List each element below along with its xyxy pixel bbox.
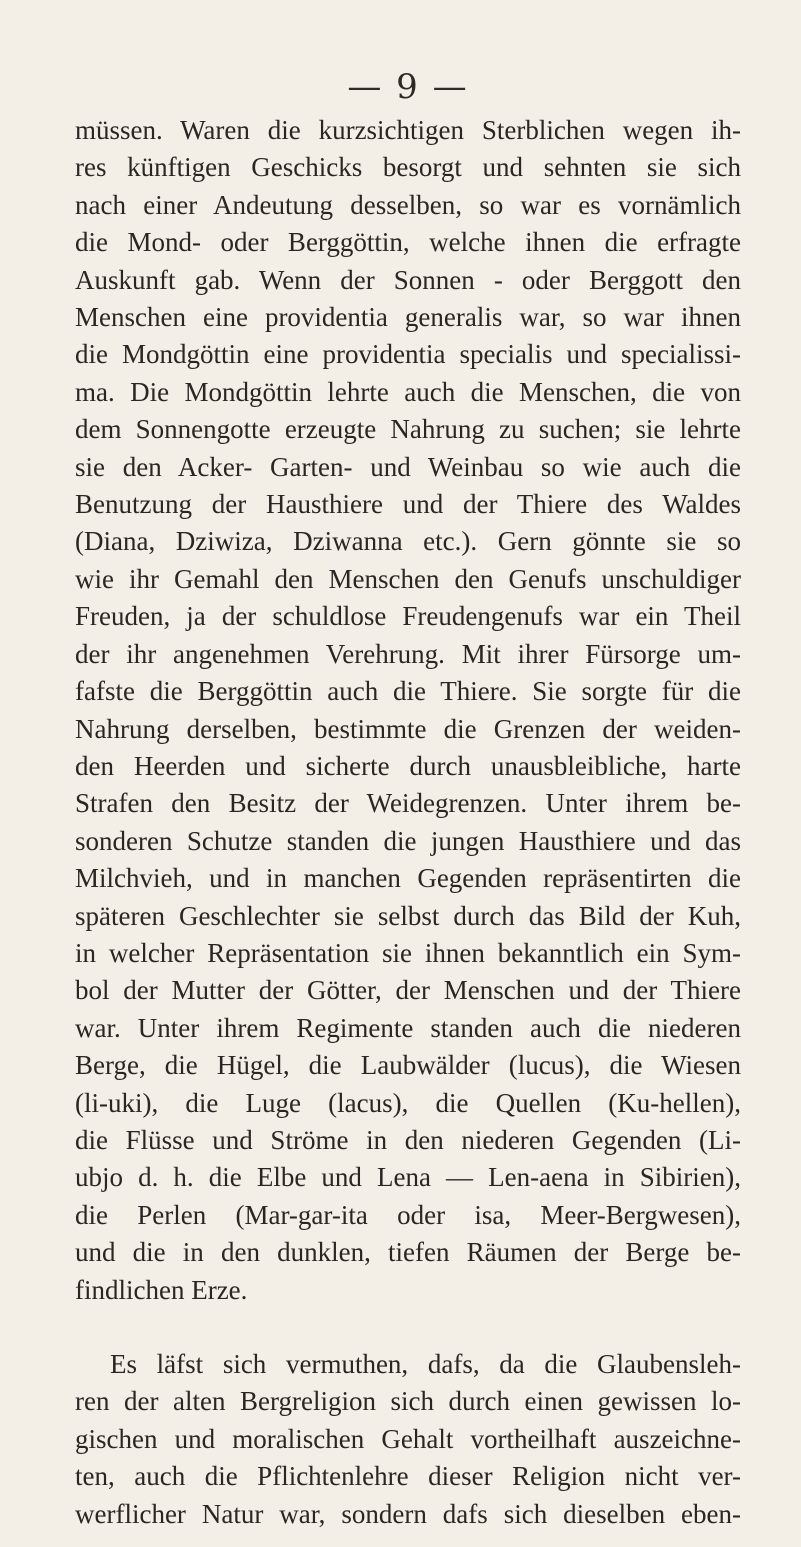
paragraph-1 <box>75 112 741 1309</box>
text-line: fafste die Berggöttin auch die Thiere. Sie sorgte für die <box>75 676 741 707</box>
text-line: späteren Geschlechter sie selbst durch das Bild der Kuh, <box>75 900 741 931</box>
text-line: dem Sonnengotte erzeugte Nahrung zu suchen; sie lehrte <box>75 414 741 445</box>
text-line: (Diana, Dziwiza, Dziwanna etc.). Gern gönnte sie so <box>75 526 741 557</box>
page-number-header: — 9 — <box>347 67 469 107</box>
text-line: der ihr angenehmen Verehrung. Mit ihrer Fürsorge um- <box>75 638 741 669</box>
text-line: bol der Mutter der Götter, der Menschen und der Thiere <box>75 975 741 1006</box>
text-line: Nahrung derselben, bestimmte die Grenzen der weiden- <box>75 713 741 744</box>
text-line: war. Unter ihrem Regimente standen auch die niederen <box>75 1012 741 1043</box>
text-line: werflicher Natur war, sondern dafs sich dieselben eben- <box>75 1498 741 1529</box>
text-line: ma. Die Mondgöttin lehrte auch die Menschen, die von <box>75 376 741 407</box>
paragraph-2 <box>75 1346 741 1533</box>
text-line: Freuden, ja der schuldlose Freudengenufs war ein Theil <box>75 601 741 632</box>
text-line: Strafen den Besitz der Weidegrenzen. Unter ihrem be- <box>75 788 741 819</box>
text-line: die Mond- oder Berggöttin, welche ihnen die erfragte <box>75 227 741 258</box>
text-line: Benutzung der Hausthiere und der Thiere des Waldes <box>75 489 741 520</box>
text-line: die Perlen (Mar-gar-ita oder isa, Meer-Bergwesen), <box>75 1199 741 1230</box>
text-line: Auskunft gab. Wenn der Sonnen - oder Berggott den <box>75 264 741 295</box>
text-line: res künftigen Geschicks besorgt und sehnten sie sich <box>75 152 741 183</box>
text-line: findlichen Erze. <box>75 1274 248 1305</box>
text-line: in welcher Repräsentation sie ihnen bekanntlich ein Sym- <box>75 937 741 968</box>
text-line: und die in den dunklen, tiefen Räumen der Berge be- <box>75 1237 741 1268</box>
text-line: (li-uki), die Luge (lacus), die Quellen (Ku-hellen), <box>75 1087 741 1118</box>
text-line: müssen. Waren die kurzsichtigen Sterblichen wegen ih- <box>75 115 741 145</box>
text-line: Es läfst sich vermuthen, dafs, da die Glaubensleh- <box>110 1349 741 1379</box>
text-line: den Heerden und sicherte durch unausbleibliche, harte <box>75 750 741 781</box>
text-line: die Flüsse und Ströme in den niederen Gegenden (Li- <box>75 1124 741 1155</box>
text-line: die Mondgöttin eine providentia specialis und specialissi- <box>75 339 741 370</box>
text-line: nach einer Andeutung desselben, so war es vornämlich <box>75 189 741 220</box>
text-line: Milchvieh, und in manchen Gegenden repräsentirten die <box>75 863 741 894</box>
text-line: sonderen Schutze standen die jungen Hausthiere und das <box>75 825 741 856</box>
text-line: wie ihr Gemahl den Menschen den Genufs unschuldiger <box>75 563 741 594</box>
text-line: ubjo d. h. die Elbe und Lena — Len-aena in Sibirien), <box>75 1162 741 1193</box>
text-line: ren der alten Bergreligion sich durch einen gewissen lo- <box>75 1386 741 1417</box>
text-line: Menschen eine providentia generalis war, so war ihnen <box>75 302 741 333</box>
text-line: Berge, die Hügel, die Laubwälder (lucus), die Wiesen <box>75 1050 741 1081</box>
text-line: sie den Acker- Garten- und Weinbau so wie auch die <box>75 451 741 482</box>
text-line: ten, auch die Pflichtenlehre dieser Religion nicht ver- <box>75 1461 741 1492</box>
text-line: gischen und moralischen Gehalt vortheilhaft auszeichne- <box>75 1423 741 1454</box>
